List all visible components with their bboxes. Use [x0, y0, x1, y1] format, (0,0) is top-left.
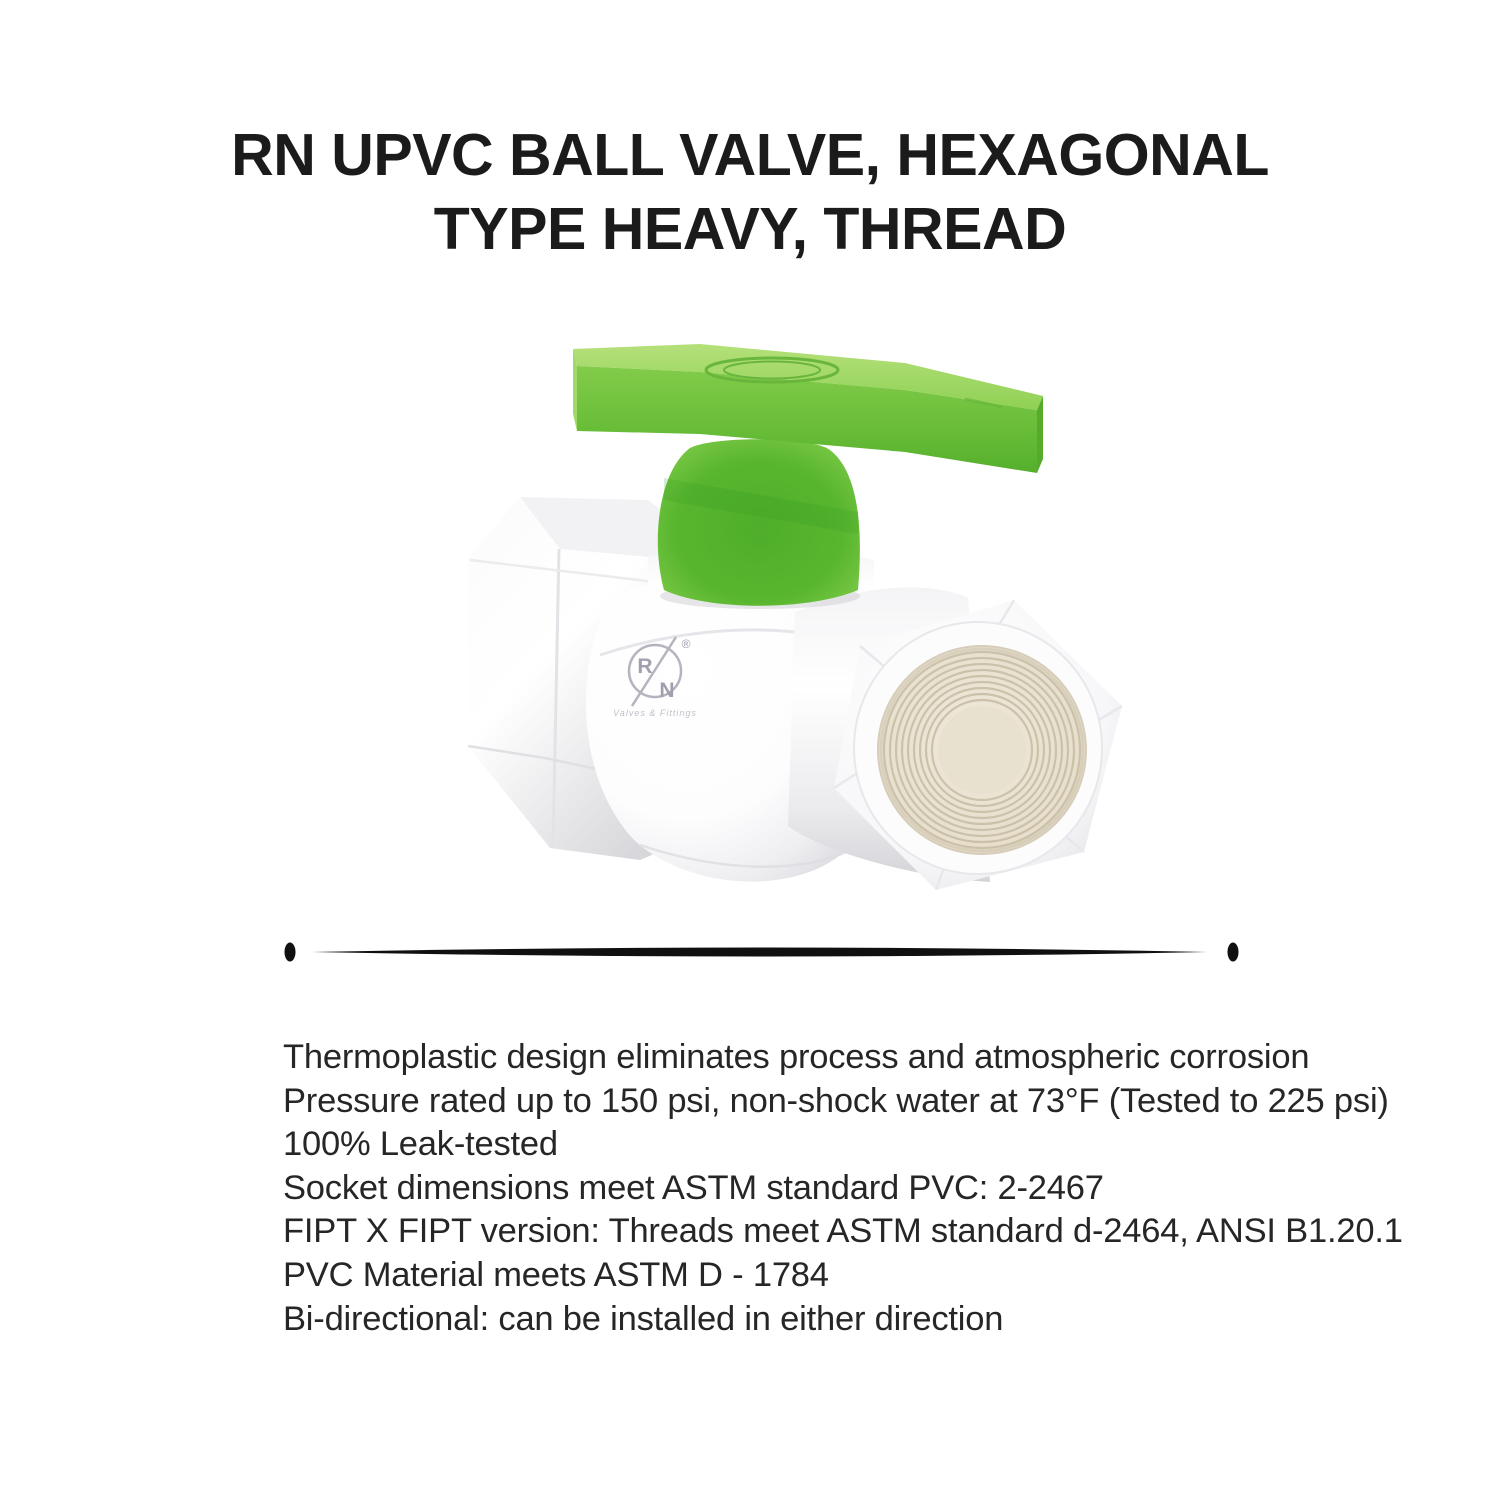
rn-logo-letter-n: N — [659, 679, 675, 702]
valve-right-port — [788, 587, 1122, 890]
divider-left-dot — [285, 943, 296, 962]
feature-list — [283, 1036, 1473, 1341]
valve-handle-neck — [658, 439, 860, 609]
feature-line: Thermoplastic design eliminates process and atmospheric corrosion — [283, 1038, 1310, 1076]
feature-line: 100% Leak-tested — [283, 1125, 558, 1164]
rn-logo-caption: Valves & Fittings — [613, 708, 697, 718]
rn-logo-registered-mark: ® — [681, 637, 691, 651]
divider — [285, 943, 1239, 962]
divider-line — [312, 948, 1207, 957]
rn-logo-letter-r: R — [637, 655, 653, 678]
feature-line: FIPT X FIPT version: Threads meet ASTM standard d-2464, ANSI B1.20.1 — [283, 1212, 1403, 1251]
valve-threaded-opening — [854, 622, 1102, 874]
feature-line: Socket dimensions meet ASTM standard PVC: 2-2467 — [283, 1168, 1104, 1207]
feature-line: PVC Material meets ASTM D - 1784 — [283, 1255, 829, 1294]
divider-right-dot — [1228, 943, 1239, 962]
product-title-line2: TYPE HEAVY, THREAD — [433, 196, 1067, 262]
feature-line: Bi-directional: can be installed in either direction — [283, 1299, 1004, 1338]
product-title-line1: RN UPVC BALL VALVE, HEXAGONAL — [231, 122, 1269, 188]
feature-line: Pressure rated up to 150 psi, non-shock water at 73°F (Tested to 225 psi) — [283, 1081, 1389, 1120]
